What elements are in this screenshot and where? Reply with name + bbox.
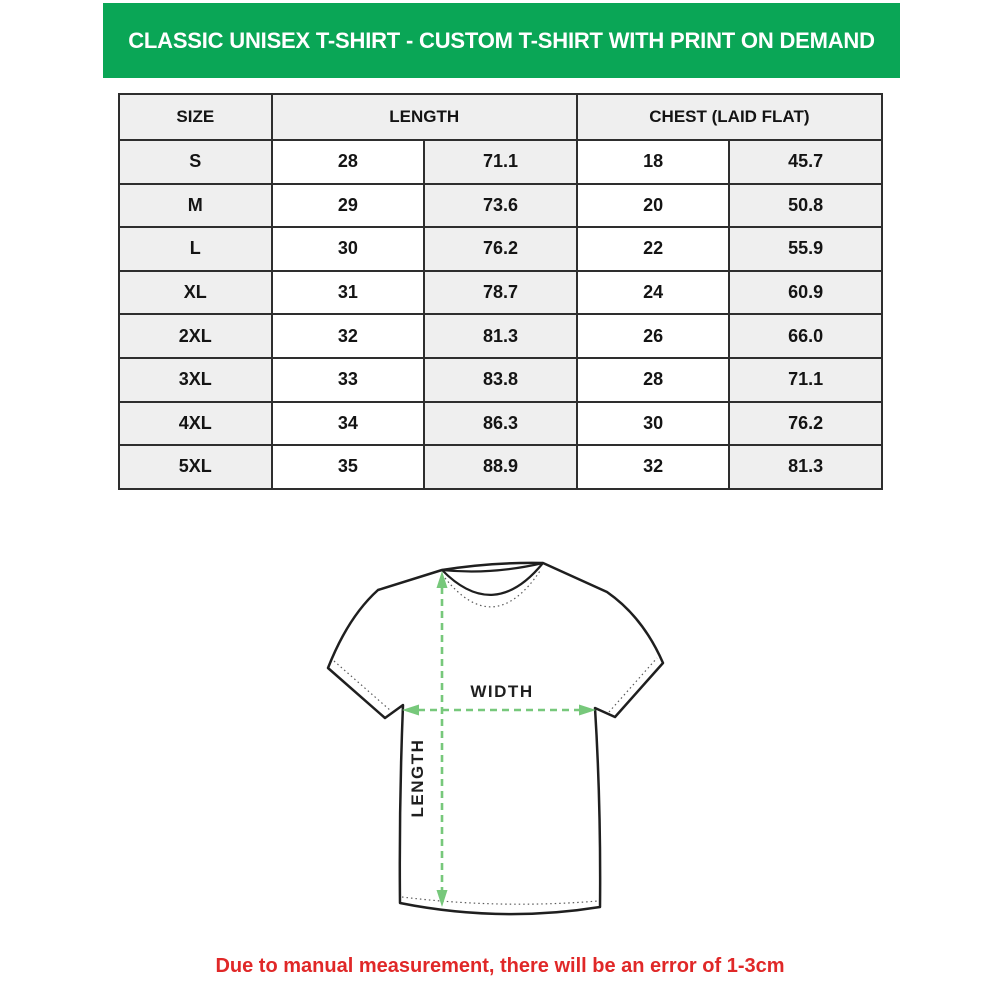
title-banner [103,3,900,78]
chest-in-cell: 24 [577,271,730,315]
length-cm-cell: 88.9 [424,445,577,489]
table-row [119,314,882,358]
length-label: LENGTH [408,738,427,818]
chest-in-cell: 18 [577,140,730,184]
length-in-cell: 29 [272,184,425,228]
size-cell: 3XL [119,358,272,402]
tshirt-measurement-diagram [310,545,700,935]
measurement-error-note: Due to manual measurement, there will be an error of 1-3cm [215,955,785,977]
width-label: WIDTH [470,682,534,701]
length-in-cell: 28 [272,140,425,184]
chest-in-cell: 20 [577,184,730,228]
chest-cm-cell: 66.0 [729,314,882,358]
chest-in-cell: 28 [577,358,730,402]
length-in-cell: 34 [272,402,425,446]
length-in-cell: 30 [272,227,425,271]
length-cm-cell: 81.3 [424,314,577,358]
chest-cm-cell: 50.8 [729,184,882,228]
length-cm-cell: 78.7 [424,271,577,315]
page-title: CLASSIC UNISEX T-SHIRT - CUSTOM T-SHIRT WITH PRINT ON DEMAND [128,27,875,53]
length-cm-cell: 71.1 [424,140,577,184]
table-row [119,184,882,228]
table-row [119,402,882,446]
size-cell: L [119,227,272,271]
size-cell: 5XL [119,445,272,489]
chest-cm-cell: 60.9 [729,271,882,315]
chest-in-cell: 22 [577,227,730,271]
table-row [119,227,882,271]
chest-in-cell: 26 [577,314,730,358]
chest-cm-cell: 76.2 [729,402,882,446]
size-cell: M [119,184,272,228]
size-cell: XL [119,271,272,315]
column-header-length: LENGTH [272,94,577,140]
size-cell: 4XL [119,402,272,446]
length-cm-cell: 83.8 [424,358,577,402]
length-in-cell: 35 [272,445,425,489]
length-cm-cell: 86.3 [424,402,577,446]
length-cm-cell: 73.6 [424,184,577,228]
table-row [119,358,882,402]
size-cell: 2XL [119,314,272,358]
table-row [119,445,882,489]
column-header-size: SIZE [119,94,272,140]
table-row [119,271,882,315]
table-header-row [119,94,882,140]
chest-in-cell: 32 [577,445,730,489]
length-in-cell: 33 [272,358,425,402]
chest-cm-cell: 81.3 [729,445,882,489]
chest-cm-cell: 71.1 [729,358,882,402]
length-in-cell: 31 [272,271,425,315]
size-chart-header [119,94,882,140]
chest-cm-cell: 45.7 [729,140,882,184]
tshirt-outline [328,563,663,914]
chest-cm-cell: 55.9 [729,227,882,271]
table-row [119,140,882,184]
column-header-chest: CHEST (LAID FLAT) [577,94,882,140]
size-cell: S [119,140,272,184]
chest-in-cell: 30 [577,402,730,446]
length-in-cell: 32 [272,314,425,358]
size-chart-body [119,140,882,489]
size-chart-table [118,93,883,490]
length-cm-cell: 76.2 [424,227,577,271]
